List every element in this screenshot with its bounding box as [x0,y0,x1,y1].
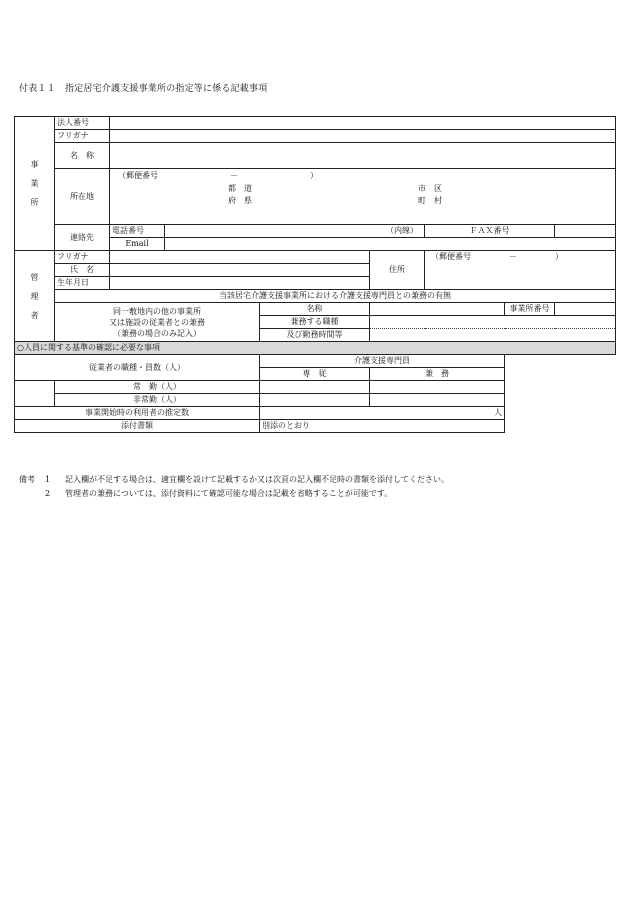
corp-number-field[interactable] [110,117,616,130]
office-pref-to-do: 都 道 [228,184,252,193]
notes-section [19,473,449,501]
form-title: 付表１１ 指定居宅介護支援事業所の指定等に係る記載事項 [19,84,268,94]
users-estimate-field[interactable] [260,407,505,420]
regular-full-time-field[interactable] [260,381,370,394]
office-location-label: 所在地 [55,169,110,225]
attachments-label: 添付書類 [15,420,260,433]
other-office-name-field[interactable] [370,303,505,316]
office-number-field[interactable] [555,303,616,316]
manager-address-label: 住所 [370,251,425,290]
office-postal-dash: － [230,171,238,180]
email-label: Email [110,238,165,251]
application-form [14,116,616,433]
office-postal-label: （郵便番号 [118,171,158,180]
manager-address-field[interactable] [425,251,616,290]
manager-name-label: 氏 名 [55,264,110,277]
attachments-value: 別添のとおり [260,420,505,433]
part-time-full-time-field[interactable] [260,394,370,407]
fax-field[interactable] [555,225,616,238]
office-number-label: 事業所番号 [505,303,555,316]
note-item-1: 備考 1 記入欄が不足する場合は、適宜欄を設けて記載するか又は次頁の記入欄不足時の書類を添付してください。 [19,473,449,487]
users-estimate-label: 事業開始時の利用者の推定数 [15,407,260,420]
manager-birth-label: 生年月日 [55,277,110,290]
care-manager-header: 介護支援専門員 [260,355,505,368]
fax-label: ＦＡＸ番号 [425,225,555,238]
office-pref-fu-ken: 府 県 [228,196,252,205]
office-location-field[interactable] [110,169,616,225]
phone-label: 電話番号 [110,225,165,238]
manager-furigana-field[interactable] [110,251,370,264]
extension-label: （内線） [386,226,418,235]
office-section-label: 事 業 所 [15,117,55,251]
corp-number-label: 法人番号 [55,117,110,130]
office-name-field[interactable] [110,143,616,169]
work-hours-label: 及び勤務時間等 [260,329,370,342]
other-office-label: 同一敷地内の他の事業所 又は施設の従業者との兼務 （兼務の場合のみ記入） [55,303,260,342]
manager-postal-dash: － [509,252,517,261]
phone-field[interactable] [165,225,425,238]
staff-section-header: ○人員に関する基準の確認に必要な事項 [15,342,616,355]
staff-indent-2 [15,394,55,407]
notes-label: 備考 [19,475,35,484]
other-office-name-label: 名称 [260,303,370,316]
office-city-cho-son: 町 村 [418,196,442,205]
manager-birth-field[interactable] [110,277,370,290]
staff-job-type-label: 従業者の職種・員数（人） [15,355,260,381]
regular-staff-label: 常 勤（人） [55,381,260,394]
office-postal-close: ） [310,171,318,180]
office-city-shi-ku: 市 区 [418,184,442,193]
part-time-concurrent-field[interactable] [370,394,505,407]
form-table [14,116,616,433]
note-item-2: 2 管理者の兼務については、添付資料にて確認可能な場合は記載を省略することが可能です。 [45,489,393,498]
email-field[interactable] [165,238,616,251]
job-type-field[interactable] [370,316,616,329]
job-type-label: 兼務する職種 [260,316,370,329]
manager-furigana-label: フリガナ [55,251,110,264]
office-furigana-label: フリガナ [55,130,110,143]
office-furigana-field[interactable] [110,130,616,143]
office-name-label: 名 称 [55,143,110,169]
staff-indent-1 [15,381,55,394]
full-time-header: 専 従 [260,368,370,381]
concurrent-duty-header: 当該居宅介護支援事業所における介護支援専門員との兼務の有無 [55,290,616,303]
contact-label: 連絡先 [55,225,110,251]
person-unit: 人 [494,408,502,417]
manager-postal-label: （郵便番号 [431,252,471,261]
manager-postal-close: ） [555,252,563,261]
part-time-staff-label: 非常勤（人） [55,394,260,407]
regular-concurrent-field[interactable] [370,381,505,394]
manager-section-label: 管 理 者 [15,251,55,342]
concurrent-header: 兼 務 [370,368,505,381]
work-hours-field[interactable] [370,329,616,342]
staff-blank-area [505,355,616,433]
manager-name-field[interactable] [110,264,370,277]
